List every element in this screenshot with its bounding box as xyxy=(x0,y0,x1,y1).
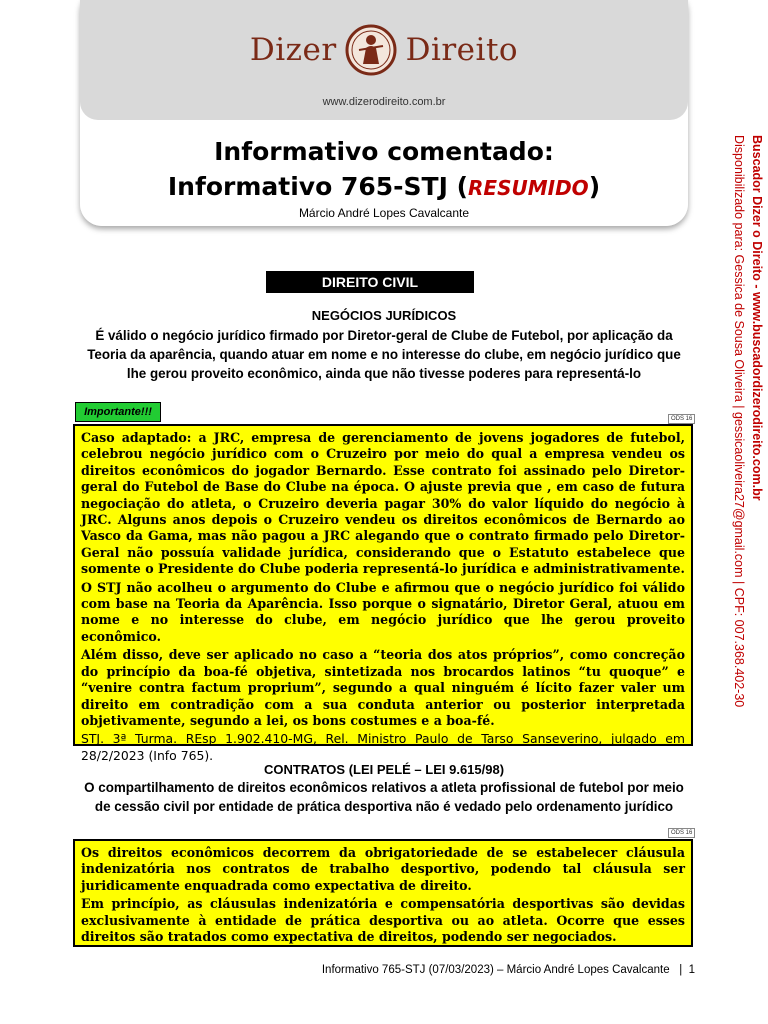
topic2-summary-box xyxy=(73,839,693,947)
footer-separator: | xyxy=(679,964,683,976)
importante-badge: Importante!!! xyxy=(75,402,161,422)
topic2-paragraph: Os direitos econômicos decorrem da obrigatoriedade de se estabelecer cláusula indenizatória nos contratos de trabalho desportivo, podendo tal cláusula ser juridicamente enquadrada como expectativa de direito. xyxy=(81,845,685,893)
subtitle-suffix: ) xyxy=(588,172,601,201)
side-watermark xyxy=(732,135,764,708)
topic1-paragraph: Caso adaptado: a JRC, empresa de gerenciamento de jovens jogadores de futebol, celebrou negócio jurídico com o Cruzeiro por meio do qual a empresa vendeu os direitos econômicos do jogador Bernardo. Esse contrato foi assinado pelo Diretor-geral do Futebol de Base do Clube na época. O ajuste previa que , em caso de futura negociação do atleta, o Cruzeiro deveria pagar 30% do valor líquido do negócio à JRC. Alguns anos depois o Cruzeiro vendeu os direitos econômicos de Bernardo ao Vasco da Gama, mas não pagou a JRC alegando que o contrato firmado pelo Diretor-Geral não possuía validade jurídica, considerando que o Estatuto estabelece que somente o Presidente do Clube poderia representá-lo jurídica e administrativamente. xyxy=(81,430,685,577)
ods-badge: ODS 16 xyxy=(668,828,695,838)
resumido-badge: RESUMIDO xyxy=(468,176,589,200)
author-name: Márcio André Lopes Cavalcante xyxy=(298,206,470,220)
topic1-summary-box xyxy=(73,424,693,763)
subtitle-prefix: Informativo 765-STJ ( xyxy=(167,172,469,201)
ods-badge: ODS 16 xyxy=(668,414,695,424)
topic1-thesis: É válido o negócio jurídico firmado por Diretor-geral de Clube de Futebol, por aplicação da Teoria da aparência, quando atuar em nome e no interesse do clube, em negócio jurídico que lhe gerou proveito econômico, ainda que não tivesse poderes para representá-lo xyxy=(87,328,681,381)
page-subtitle xyxy=(0,172,768,201)
logo-seal-icon xyxy=(345,24,397,76)
site-url[interactable]: www.dizerodireito.com.br xyxy=(322,96,446,108)
logo-word-left: Dizer xyxy=(249,32,337,68)
topic1-paragraph: Além disso, deve ser aplicado no caso a “teoria dos atos próprios”, como concreção do princípio da boa-fé objetiva, sintetizada nos brocardos latinos “tu quoque” e “venire contra factum proprium”, segundo a qual ninguém é lícito fazer valer um direito em contradição com a sua conduta anterior ou posterior interpretada objetivamente, segundo a lei, os bons costumes e a boa-fé. xyxy=(81,647,685,728)
topic1-heading: NEGÓCIOS JURÍDICOS xyxy=(311,308,457,323)
topic1-reference: STJ. 3ª Turma. REsp 1.902.410-MG, Rel. Ministro Paulo de Tarso Sanseverino, julgado em 28/2/2023 (Info 765). xyxy=(81,731,685,763)
side-line-1-prefix: Buscador Dizer o Direito - xyxy=(750,135,764,292)
topic2-thesis: O compartilhamento de direitos econômicos relativos a atleta profissional de futebol por meio de cessão civil por entidade de prática desportiva não é vedado pelo ordenamento jurídico xyxy=(84,780,684,814)
page-number: 1 xyxy=(688,964,695,976)
page-footer xyxy=(0,964,695,976)
footer-text: Informativo 765-STJ (07/03/2023) – Márcio André Lopes Cavalcante xyxy=(321,964,670,976)
logo xyxy=(0,24,768,76)
topic1-paragraph: O STJ não acolheu o argumento do Clube e afirmou que o negócio jurídico foi válido com base na Teoria da Aparência. Isso porque o signatário, Diretor Geral, atuou em nome e no interesse do clube, em negócio jurídico que lhe gerou proveito econômico. xyxy=(81,579,685,644)
side-line-2: Disponibilizado para: Gessica de Sousa Oliveira | gessicaoliveira27@gmail.com | CPF: 007.368.402-30 xyxy=(732,135,746,708)
topic2-heading: CONTRATOS (LEI PELÉ – LEI 9.615/98) xyxy=(263,762,505,777)
topic2-paragraph: Em princípio, as cláusulas indenizatória e compensatória desportivas são devidas exclusivamente à entidade de prática desportiva ou ao atleta. Ocorre que esses direitos são tratados como expectativa de direitos, podendo ser negociados. xyxy=(81,896,685,945)
logo-word-right: Direito xyxy=(405,32,519,68)
section-label: DIREITO CIVIL xyxy=(266,271,474,293)
page-title: Informativo comentado: xyxy=(214,137,554,166)
side-link[interactable]: www.buscadordizerodireito.com.br xyxy=(750,291,764,501)
